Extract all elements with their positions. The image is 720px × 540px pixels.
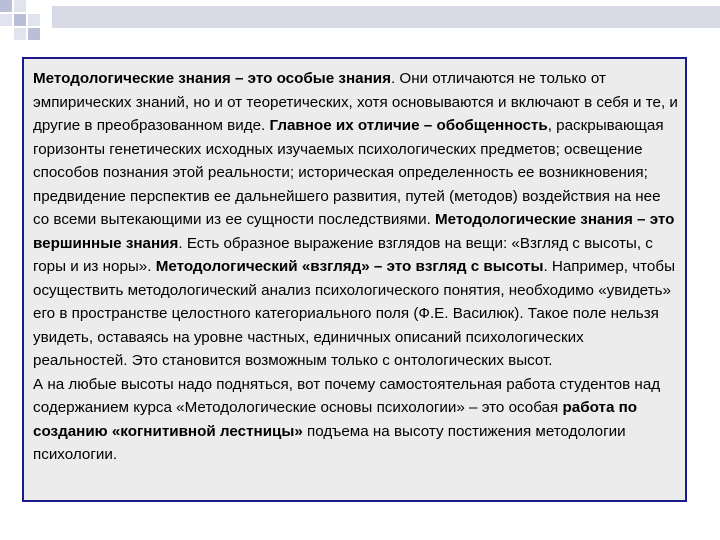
run-text: . Есть образное выражение взглядов на вещи: «Взгляд с высоты, с горы и из норы». <box>33 234 653 275</box>
run-bold: Главное их отличие – обобщенность <box>269 117 548 134</box>
deco-square-7 <box>28 28 40 40</box>
run-text: А на любые высоты надо подняться, вот почему самостоятельная работа студентов над содержанием курса «Методологические основы психологии» – это особая <box>33 375 661 416</box>
deco-square-1 <box>0 0 12 12</box>
run-bold: работа по созданию «когнитивной лестницы» <box>33 399 638 440</box>
body-text <box>33 67 679 467</box>
run-bold: Методологический «взгляд» – это взгляд с высоты <box>155 258 544 275</box>
run-bold: Методологические знания – это особые знания <box>33 70 391 87</box>
run-bold: Методологические знания – это вершинные знания <box>33 211 675 252</box>
deco-square-2 <box>14 0 26 12</box>
header-decoration <box>0 0 720 50</box>
paragraph-1 <box>33 67 679 373</box>
deco-square-6 <box>14 28 26 40</box>
deco-square-4 <box>14 14 26 26</box>
deco-bar <box>52 6 720 28</box>
text-frame <box>22 57 687 502</box>
deco-square-3 <box>0 14 12 26</box>
deco-square-5 <box>28 14 40 26</box>
run-text: , раскрывающая горизонты генетических исходных изучаемых психологических предметов; освещение способов познания этой реальности; историческая определенность ее возникновения; предвидение перспектив ее дальнейшего развития, путей (методов) воздействия на нее со всеми вытекающими из ее сущности последствиями. <box>33 117 664 228</box>
run-text: подъема на высоту постижения методологии психологии. <box>33 422 626 463</box>
paragraph-2 <box>33 373 679 467</box>
run-text: . Например, чтобы осуществить методологический анализ психологического понятия, необходимо «увидеть» его в пространстве целостного категориального поля (Ф.Е. Василюк). Такое поле нельзя увидеть, оставаясь на уровне частных, единичных описаний психологических реальностей. Это становится возможным только с онтологических высот. <box>33 258 675 369</box>
run-text: . Они отличаются не только от эмпирических знаний, но и от теоретических, хотя основываются и включают в себя и те, и другие в преобразованном виде. <box>33 70 678 134</box>
